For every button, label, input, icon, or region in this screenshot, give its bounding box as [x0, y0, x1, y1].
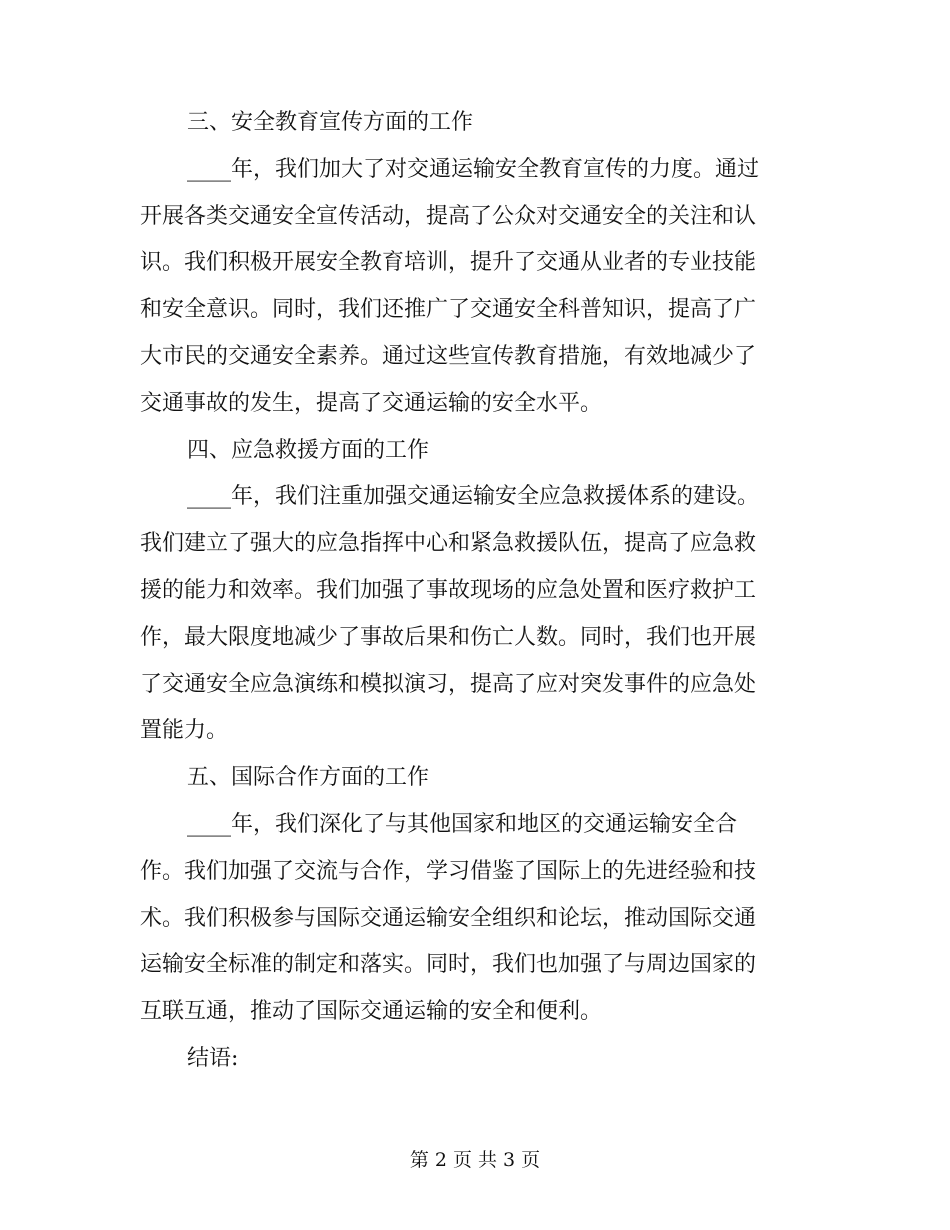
paragraph-line: 术。我们积极参与国际交通运输安全组织和论坛，推动国际交通: [140, 905, 757, 931]
paragraph-line: 援的能力和效率。我们加强了事故现场的应急处置和医疗救护工: [140, 577, 757, 603]
paragraph-line: 了交通安全应急演练和模拟演习，提高了应对突发事件的应急处: [140, 671, 757, 697]
page-number-footer: 第 2 页 共 3 页: [409, 1149, 541, 1171]
paragraph-line: 置能力。: [140, 718, 229, 744]
paragraph-line: ____年，我们注重加强交通运输安全应急救援体系的建设。: [187, 484, 760, 510]
conclusion-heading: 结语:: [187, 1045, 239, 1071]
paragraph-line: 运输安全标准的制定和落实。同时，我们也加强了与周边国家的: [140, 952, 757, 978]
paragraph-line: 开展各类交通安全宣传活动，提高了公众对交通安全的关注和认: [140, 203, 757, 229]
section-heading-international-cooperation: 五、国际合作方面的工作: [187, 765, 430, 791]
paragraph-line: 大市民的交通安全素养。通过这些宣传教育措施，有效地减少了: [140, 343, 757, 369]
paragraph-line: 作。我们加强了交流与合作，学习借鉴了国际上的先进经验和技: [140, 858, 757, 884]
paragraph-line: 和安全意识。同时，我们还推广了交通安全科普知识，提高了广: [140, 297, 757, 323]
paragraph-line: 交通事故的发生，提高了交通运输的安全水平。: [140, 390, 603, 416]
paragraph-line: 互联互通，推动了国际交通运输的安全和便利。: [140, 999, 603, 1025]
paragraph-line: 我们建立了强大的应急指挥中心和紧急救援队伍，提高了应急救: [140, 531, 757, 557]
section-heading-emergency-rescue: 四、应急救援方面的工作: [187, 437, 430, 463]
document-body: [140, 100, 800, 1083]
paragraph-line: 识。我们积极开展安全教育培训，提升了交通从业者的专业技能: [140, 250, 757, 276]
paragraph-line: ____年，我们加大了对交通运输安全教育宣传的力度。通过: [187, 156, 760, 182]
paragraph-line: 作，最大限度地减少了事故后果和伤亡人数。同时，我们也开展: [140, 624, 757, 650]
paragraph-line: ____年，我们深化了与其他国家和地区的交通运输安全合: [187, 811, 738, 837]
section-heading-safety-education: 三、安全教育宣传方面的工作: [187, 110, 474, 135]
